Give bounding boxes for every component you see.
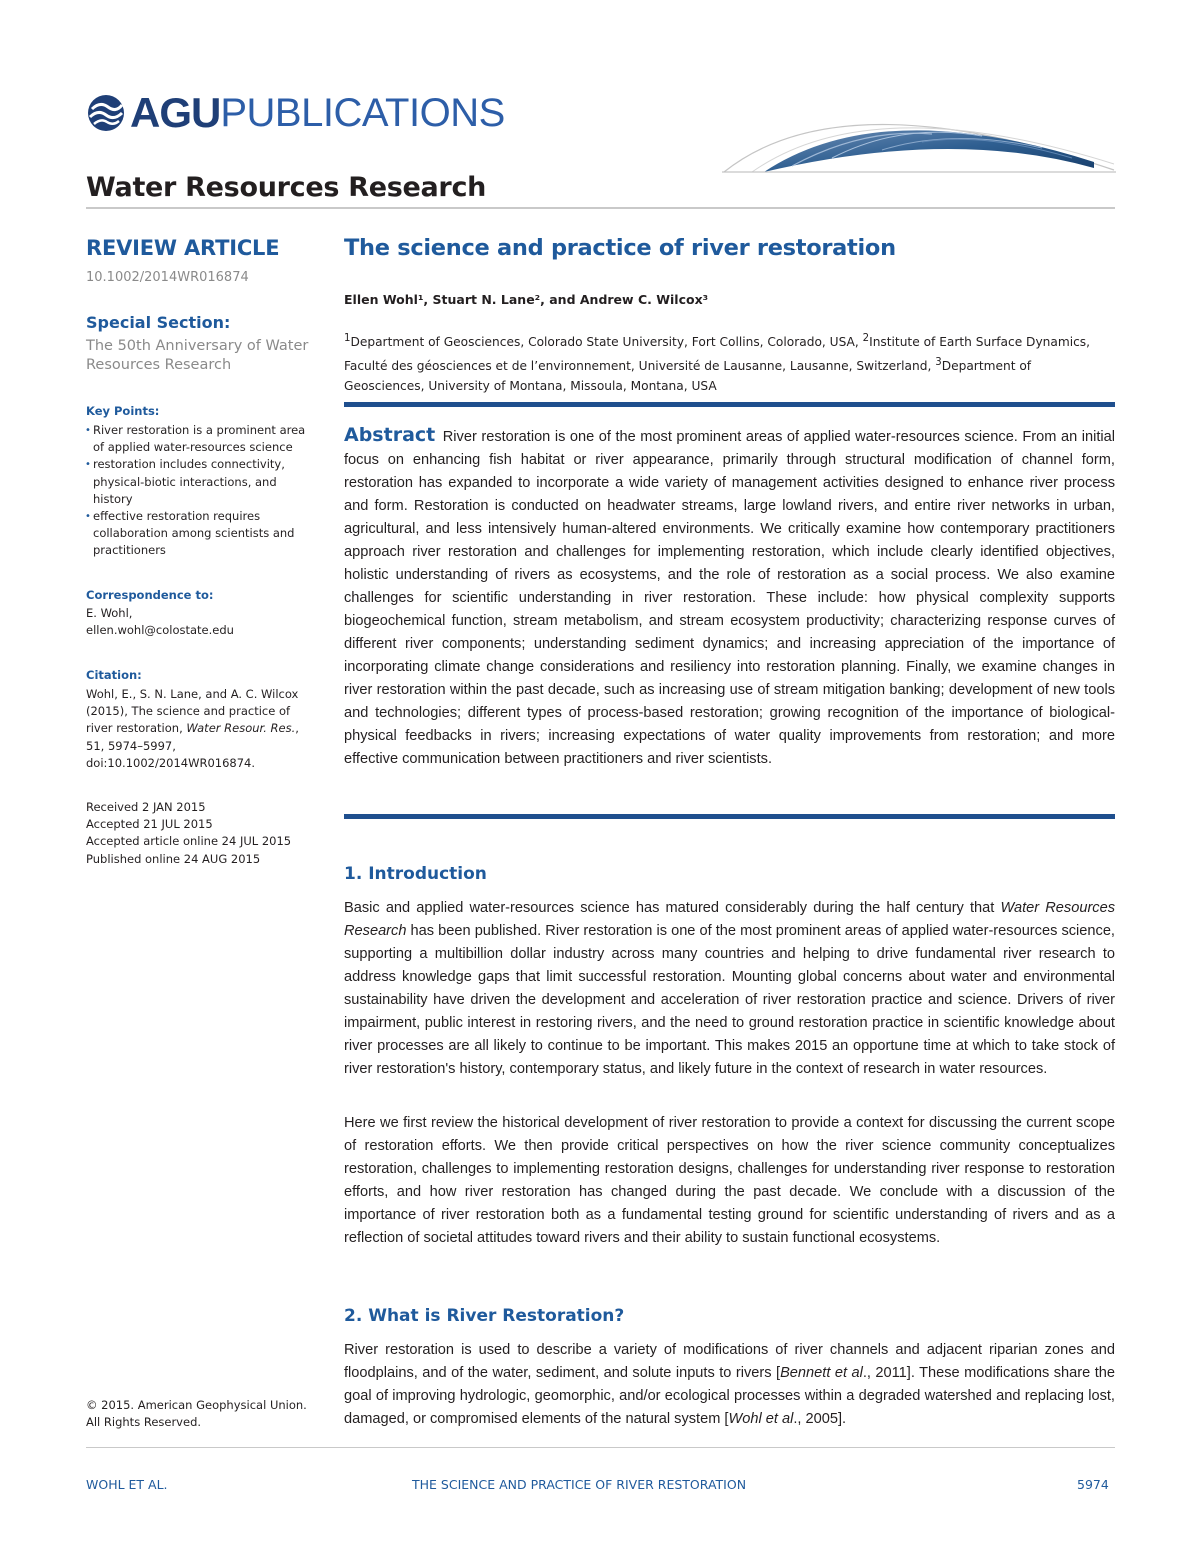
agu-publications-logo [86,90,505,136]
agu-globe-icon [86,93,126,133]
section-heading-introduction: 1. Introduction [344,864,487,884]
section-heading-what-is-river-restoration: 2. What is River Restoration? [344,1306,625,1326]
affil-mark: 2 [862,333,870,344]
paragraph-text: ., 2005]. [793,1411,847,1427]
received-date: Received 2 JAN 2015 [86,800,206,814]
abstract-text: River restoration is one of the most prominent areas of applied water-resources science. From an initial focus on enhancing fish habitat or river appearance, primarily through structural modification of channel form, restoration has expanded to incorporate a wide variety of management activities designed to enhance river process and form. Restoration is conducted on headwater streams, large lowland rivers, and entire river networks in urban, agricultural, and less intensively human-altered environments. We critically examine how contemporary practitioners approach river restoration and challenges for implementing restoration, which include clearly identified objectives, holistic understanding of rivers as ecosystems, and the role of restoration as a social process. We also examine challenges for scientific understanding in river restoration. These include: how physical complexity supports biogeochemical function, stream metabolism, and stream ecosystem productivity; characterizing response curves of different river components; understanding sediment dynamics; and increasing appreciation of the importance of incorporating climate change considerations and resiliency into restoration planning. Finally, we examine changes in river restoration within the past decade, such as increasing use of stream mitigation banking; development of new tools and technologies; different types of process-based restoration; growing recognition of the importance of biological-physical feedbacks in rivers; increasing expectations of water quality improvements from restoration; and more effective communication between practitioners and river scientists. [344,429,1115,767]
article-type: REVIEW ARTICLE [86,236,280,260]
abstract-label: Abstract [344,424,436,446]
author-list: Ellen Wohl¹, Stuart N. Lane², and Andrew C. Wilcox³ [344,292,709,307]
publication-dates [86,799,318,868]
paragraph [344,1339,1115,1431]
abstract [344,424,1115,771]
paragraph-text: ., 2011]. These modifications share the goal of improving hydrologic, geomorphic, and/or ecological processes within a degraded watershed and replacing lost, damaged, or compromised elements of the natural system [ [344,1365,1115,1427]
accepted-online-date: Accepted article online 24 JUL 2015 [86,834,292,849]
paragraph: Here we first review the historical development of river restoration to provide a context for discussing the current scope of restoration efforts. We then provide critical perspectives on how the river science community conceptualizes restoration, challenges to implementing restoration designs, challenges for understanding river response to restoration efforts, and how river restoration has changed during the past decade. We conclude with a discussion of the importance of river restoration both as a fundamental testing ground for scientific understanding of rivers and as a reflection of societal attitudes toward rivers and their ability to sustain functional ecosystems. [344,1115,1115,1246]
abstract-bottom-rule [344,814,1115,819]
reference-link[interactable]: Bennett et al [780,1365,863,1381]
special-section-text: The 50th Anniversary of Water Resources Research [86,338,309,373]
special-section-heading: Special Section: [86,313,231,332]
affiliation-2: Institute of Earth Surface Dynamics, Faculté des géosciences et de l’environnement, Université de Lausanne, Lausanne, Switzerland, [344,335,1091,373]
key-points-list [86,422,308,560]
accepted-date: Accepted 21 JUL 2015 [86,817,213,832]
rights-line: All Rights Reserved. [86,1415,202,1430]
key-point-item: • restoration includes connectivity, physical-biotic interactions, and history [86,456,308,508]
logo-agu-text: AGU [130,89,221,136]
page-number: 5974 [1077,1477,1109,1492]
affiliation-1: Department of Geosciences, Colorado State University, Fort Collins, Colorado, USA, [350,335,863,350]
affil-mark: 1 [344,333,351,344]
paragraph-text: Basic and applied water-resources science has matured considerably during the half century that [344,900,1001,916]
paragraph-text: River restoration is used to describe a variety of modifications of river channels and adjacent riparian zones and floodplains, and of the water, sediment, and solute inputs to rivers [ [344,1342,1115,1381]
footer-running-title: THE SCIENCE AND PRACTICE OF RIVER RESTORATION [412,1477,747,1492]
correspondence-block [86,605,318,639]
published-online-date: Published online 24 AUG 2015 [86,851,261,866]
citation-text [86,686,314,772]
correspondence-email-link[interactable]: ellen.wohl@colostate.edu [86,623,234,638]
correspondence-name: E. Wohl, [86,606,133,620]
key-point-item: • River restoration is a prominent area of applied water-resources science [86,422,308,456]
footer-divider [86,1447,1115,1448]
journal-name-italic: Water Resources Research [344,900,1116,939]
abstract-top-rule [344,402,1115,407]
key-points-heading: Key Points: [86,404,160,418]
citation-prefix: Wohl, E., S. N. Lane, and A. C. Wilcox (2015), The science and practice of river restoration, [86,687,299,736]
citation-journal: Water Resour. Res. [186,721,296,736]
header-divider [86,207,1115,209]
affiliations [344,329,1115,397]
journal-title: Water Resources Research [86,172,487,203]
ocean-wave-graphic [722,88,1116,174]
affiliation-3: Department of Geosciences, University of Montana, Missoula, Montana, USA [344,358,1032,394]
copyright-notice [86,1397,318,1431]
citation-heading: Citation: [86,668,142,682]
reference-link[interactable]: Wohl et al [728,1411,794,1427]
key-point-item: • effective restoration requires collaboration among scientists and practitioners [86,508,308,560]
doi-link[interactable]: 10.1002/2014WR016874 [86,270,249,285]
copyright-line: © 2015. American Geophysical Union. [86,1398,307,1412]
citation-suffix: , 51, 5974–5997, doi:10.1002/2014WR016874. [86,721,299,770]
logo-publications-text: PUBLICATIONS [220,91,505,135]
paragraph [344,897,1115,1081]
article-title: The science and practice of river restoration [344,235,896,261]
paragraph-text: has been published. River restoration is one of the most prominent areas of applied water-resources science, supporting a multibillion dollar industry across many countries and helping to drive fundamental river research to address knowledge gaps that limit successful restoration. Mounting global concerns about water and environmental sustainability have driven the development and acceleration of river restoration practice and science. Drivers of river impairment, public interest in restoring rivers, and the need to ground restoration practice in scientific knowledge about river processes are all likely to continue to be important. This makes 2015 an opportune time at which to take stock of river restoration's history, contemporary status, and likely future in the context of research in water resources. [344,923,1115,1077]
correspondence-heading: Correspondence to: [86,588,214,602]
affil-mark: 3 [935,356,942,368]
footer-authors: WOHL ET AL. [86,1477,168,1492]
